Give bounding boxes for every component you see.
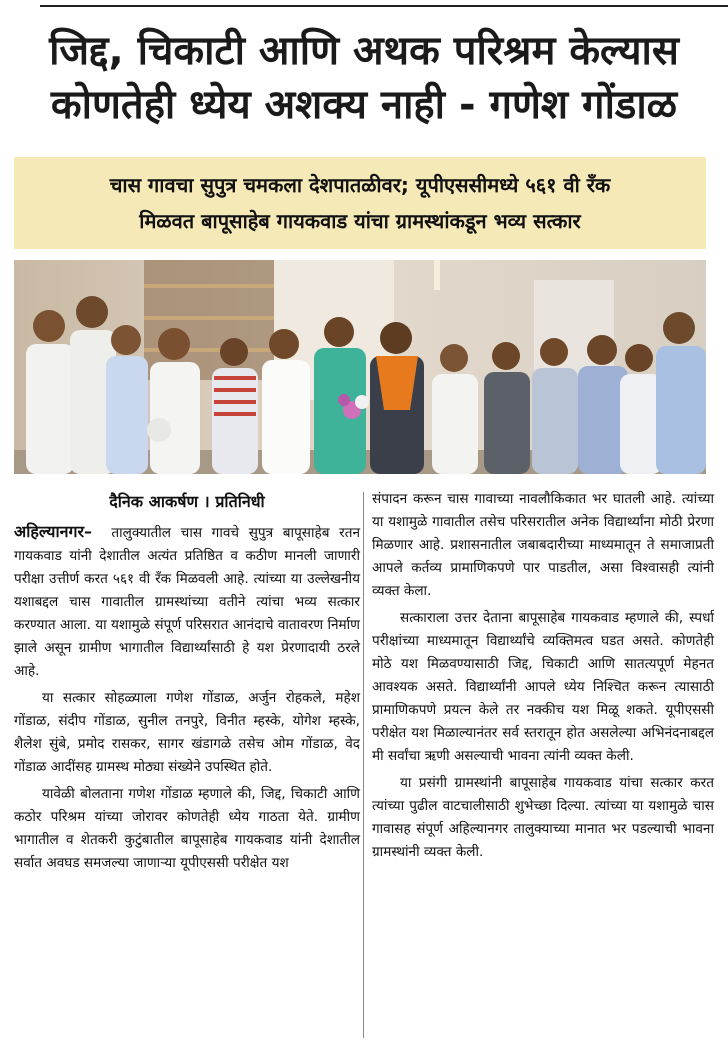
dateline: अहिल्यानगर– — [14, 522, 93, 541]
paragraph-3: यावेळी बोलताना गणेश गोंडाळ म्हणाले की, जिद्द, चिकाटी आणि कठोर परिश्रम यांच्या जोरावर कोणतेही ध्येय गाठता येते. ग्रामीण भागातील व शेतकरी कुटुंबातील बापूसाहेब गायकवाड यांनी देशातील सर्वात अवघड समजल्या जाणाऱ्या यूपीएससी परीक्षेत यश — [14, 786, 360, 871]
headline-line-1: जिद्द, चिकाटी आणि अथक परिश्रम केल्यास — [49, 28, 679, 74]
subheadline-box — [14, 157, 706, 249]
paragraph-1 — [14, 520, 360, 683]
article-column-left — [14, 488, 360, 875]
subheadline-line-2: मिळवत बापूसाहेब गायकवाड यांचा ग्रामस्थांकडून भव्य सत्कार — [139, 209, 581, 233]
paragraph-1-text: तालुक्यातील चास गावचे सुपुत्र बापूसाहेब रतन गायकवाड यांनी देशातील अत्यंत प्रतिष्ठित व कठीण मानली जाणारी परीक्षा उत्तीर्ण करत ५६१ वी रँक मिळवली आहे. त्यांच्या या उल्लेखनीय यशाबद्दल चास गावातील ग्रामस्थांच्या वतीने त्यांचा भव्य सत्कार करण्यात आला. या यशामुळे संपूर्ण परिसरात आनंदाचे वातावरण निर्माण झाले असून ग्रामीण भागातील विद्यार्थ्यांसाठी हे यश प्रेरणादायी ठरले आहे. — [14, 525, 360, 679]
paragraph-4: संपादन करून चास गावाच्या नावलौकिकात भर घातली आहे. त्यांच्या या यशामुळे गावातील तसेच परिसरातील अनेक विद्यार्थ्यांना मोठी प्रेरणा मिळणार आहे. प्रशासनातील जबाबदारीच्या माध्यमातून ते समाजाप्रती आपले कर्तव्य प्रामाणिकपणे पार पाडतील, असा विश्वासही त्यांनी व्यक्त केला. — [372, 491, 714, 599]
headline-line-2: कोणतेही ध्येय अशक्य नाही - गणेश गोंडाळ — [50, 82, 678, 128]
paragraph-6: या प्रसंगी ग्रामस्थांनी बापूसाहेब गायकवाड यांचा सत्कार करत त्यांच्या पुढील वाटचालीसाठी शुभेच्छा दिल्या. त्यांच्या या यशामुळे चास गावासह संपूर्ण अहिल्यानगर तालुक्याच्या मानात भर पडल्याची भावना ग्रामस्थांनी व्यक्त केली. — [372, 775, 714, 860]
top-rule — [40, 5, 728, 7]
byline: दैनिक आकर्षण । प्रतिनिधी — [109, 492, 265, 511]
column-divider — [363, 492, 364, 1038]
subheadline-line-1: चास गावचा सुपुत्र चमकला देशपातळीवर; यूपीएससीमध्ये ५६१ वी रँक — [109, 173, 611, 197]
headline — [0, 24, 728, 132]
paragraph-2: या सत्कार सोहळ्याला गणेश गोंडाळ, अर्जुन रोहकले, महेश गोंडाळ, संदीप गोंडाळ, सुनील तनपुरे, विनीत म्हस्के, योगेश म्हस्के, शैलेश सुंबे, प्रमोद रासकर, सागर खंडागळे तसेच ओम गोंडाळ, वेद गोंडाळ आदींसह ग्रामस्थ मोठ्या संख्येने उपस्थित होते. — [14, 690, 360, 775]
paragraph-5: सत्काराला उत्तर देताना बापूसाहेब गायकवाड म्हणाले की, स्पर्धा परीक्षांच्या माध्यमातून विद्यार्थ्यांचे व्यक्तिमत्व घडत असते. कोणतेही मोठे यश मिळवण्यासाठी जिद्द, चिकाटी आणि सातत्यपूर्ण मेहनत आवश्यक असते. विद्यार्थ्यांनी आपले ध्येय निश्चित करून त्यासाठी प्रामाणिकपणे प्रयत्न केले तर नक्कीच यश मिळू शकते. यूपीएससी परीक्षेत यश मिळाल्यानंतर सर्व स्तरातून होत असलेल्या अभिनंदनाबद्दल मी सर्वांचा ऋणी असल्याची भावना त्यांनी व्यक्त केली. — [372, 610, 714, 764]
photo-illustration — [14, 260, 706, 474]
felicitation-photo — [14, 260, 706, 474]
article-column-right — [372, 488, 714, 864]
